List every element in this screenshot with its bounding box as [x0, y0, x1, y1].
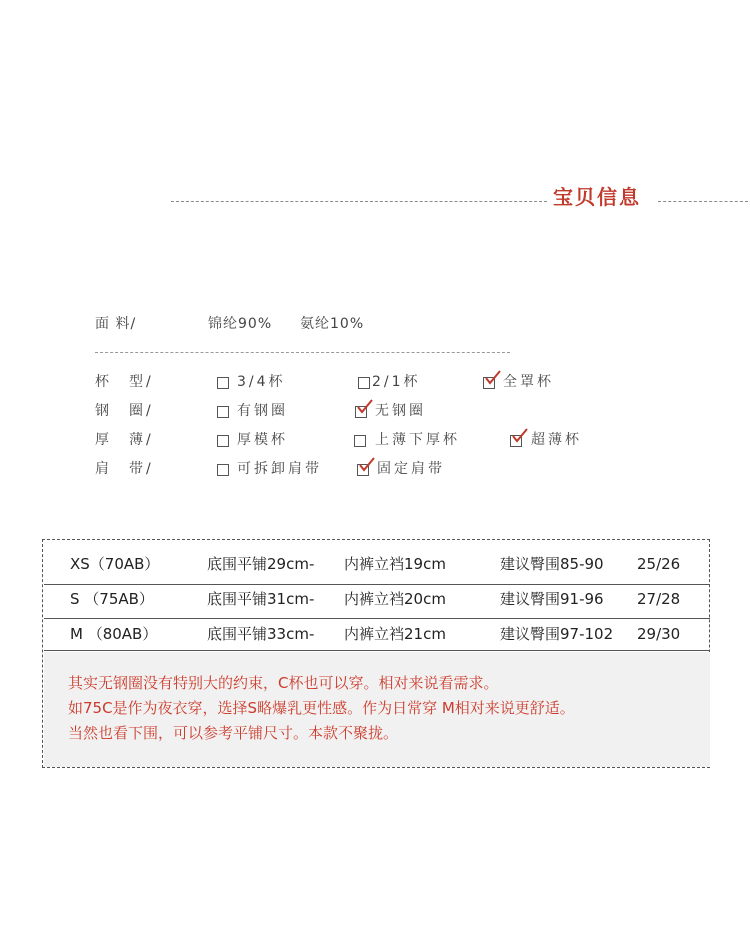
- checkbox-unchecked: [217, 464, 229, 476]
- spec-label-cup: 杯 型/: [95, 374, 154, 390]
- option-thin-top-thick-bottom: 上薄下厚杯: [375, 432, 460, 448]
- row-divider: [44, 618, 710, 619]
- table-row: [44, 589, 710, 621]
- header-divider-left: [171, 201, 547, 202]
- section-title: 宝贝信息: [553, 185, 641, 209]
- header-divider-right: [658, 201, 748, 202]
- spec-label-straps: 肩 带/: [95, 461, 154, 477]
- spec-label-wire: 钢 圈/: [95, 403, 154, 419]
- option-cup-full: 全罩杯: [503, 374, 554, 390]
- material-value-1: 锦纶90%: [208, 316, 273, 332]
- option-cup-2-1: 2/1杯: [372, 374, 421, 390]
- checkmark-icon: [484, 370, 502, 386]
- checkbox-unchecked: [217, 377, 229, 389]
- hip-suggestion: 建议臀围97-102: [500, 625, 614, 643]
- table-row: [44, 554, 710, 586]
- option-with-wire: 有钢圈: [237, 403, 288, 419]
- size-note: [44, 652, 710, 767]
- band-measure: 底围平铺33cm-: [207, 625, 315, 643]
- option-fixed-strap: 固定肩带: [377, 461, 445, 477]
- spec-label-thickness: 厚 薄/: [95, 432, 154, 448]
- checkbox-unchecked: [217, 406, 229, 418]
- checkbox-unchecked: [358, 377, 370, 389]
- band-measure: 底围平铺31cm-: [207, 590, 315, 608]
- option-wire-free: 无钢圈: [375, 403, 426, 419]
- option-thick-mold: 厚模杯: [237, 432, 288, 448]
- material-divider: [95, 352, 510, 353]
- size-number: 29/30: [637, 625, 681, 643]
- size-number: 27/28: [637, 590, 681, 608]
- note-line: 当然也看下围，可以参考平铺尺寸。本款不聚拢。: [68, 724, 399, 742]
- row-divider: [44, 650, 710, 651]
- size-label: S （75AB）: [70, 590, 154, 608]
- note-line: 如75C是作为夜衣穿，选择S略爆乳更性感。作为日常穿 M相对来说更舒适。: [68, 699, 575, 717]
- rise-measure: 内裤立裆20cm: [344, 590, 446, 608]
- hip-suggestion: 建议臀围91-96: [500, 590, 604, 608]
- checkmark-icon: [358, 457, 376, 473]
- band-measure: 底围平铺29cm-: [207, 555, 315, 573]
- rise-measure: 内裤立裆19cm: [344, 555, 446, 573]
- option-cup-3-4: 3/4杯: [237, 374, 286, 390]
- row-divider: [44, 584, 710, 585]
- hip-suggestion: 建议臀围85-90: [500, 555, 604, 573]
- option-detachable-strap: 可拆卸肩带: [237, 461, 322, 477]
- size-label: M （80AB）: [70, 625, 158, 643]
- material-value-2: 氨纶10%: [300, 316, 365, 332]
- note-line: 其实无钢圈没有特别大的约束，C杯也可以穿。相对来说看需求。: [68, 674, 499, 692]
- checkbox-unchecked: [354, 435, 366, 447]
- checkbox-unchecked: [217, 435, 229, 447]
- checkmark-icon: [511, 428, 529, 444]
- rise-measure: 内裤立裆21cm: [344, 625, 446, 643]
- option-ultra-thin: 超薄杯: [531, 432, 582, 448]
- size-label: XS（70AB）: [70, 555, 160, 573]
- material-label: 面 料/: [95, 316, 137, 332]
- size-number: 25/26: [637, 555, 681, 573]
- size-table: [42, 539, 710, 768]
- checkmark-icon: [356, 399, 374, 415]
